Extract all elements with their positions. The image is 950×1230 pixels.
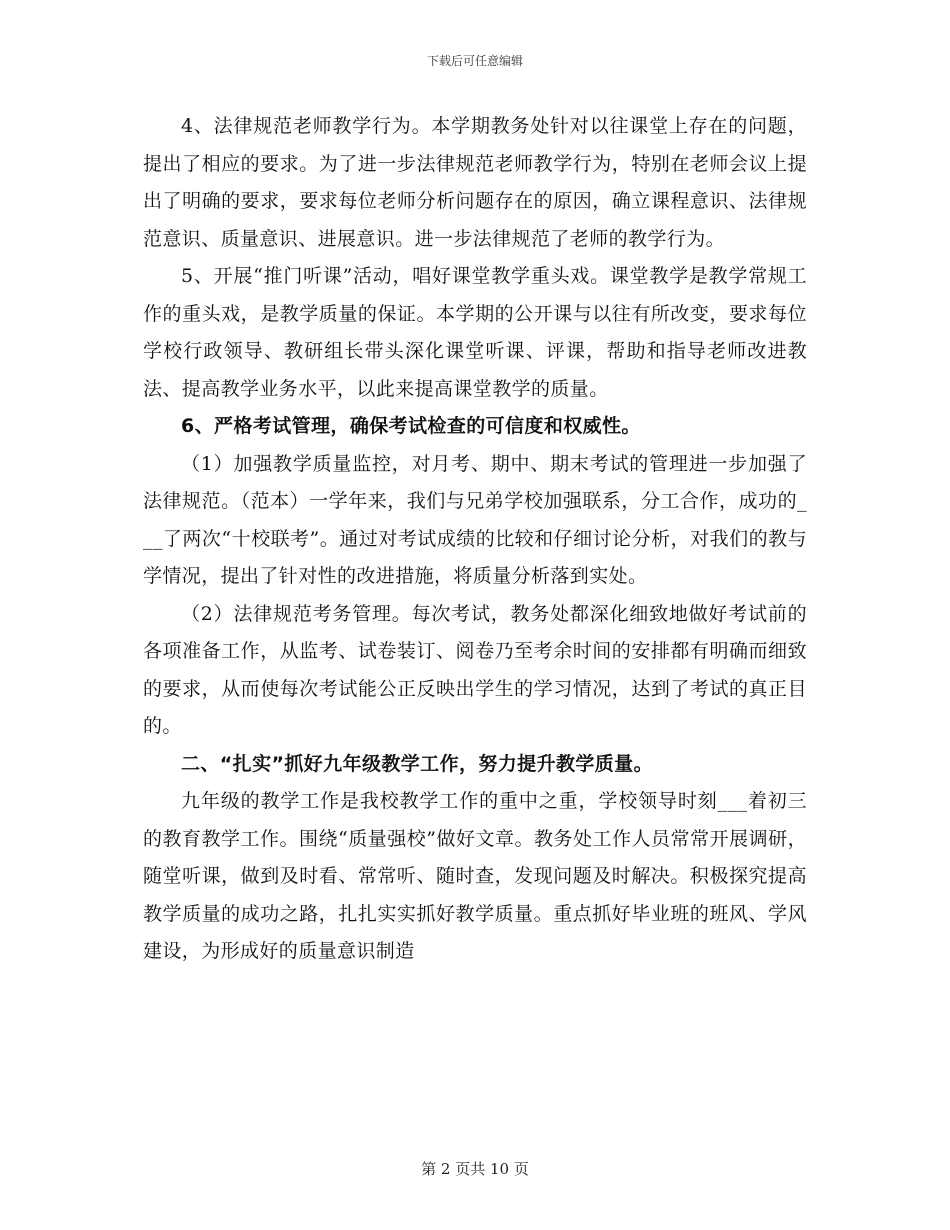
paragraph-sub-2: （2）法律规范考务管理。每次考试，教务处都深化细致地做好考试前的各项准备工作，从监考、试卷装订、阅卷乃至考余时间的安排都有明确而细致的要求，从而使每次考试能公正反映出学生的学习情况，达到了考试的真正目的。 (143, 602, 807, 737)
paragraph-grade9: 九年级的教学工作是我校教学工作的重中之重，学校领导时刻___着初三的教育教学工作。围绕“质量强校”做好文章。教务处工作人员常常开展调研，随堂听课，做到及时看、常常听、随时查，发现问题及时解决。积极探究提高教学质量的成功之路，扎扎实实抓好教学质量。重点抓好毕业班的班风、学风建设，为形成好的质量意识制造 (143, 790, 807, 962)
page-header: 下载后可任意编辑 (426, 54, 523, 68)
document-body (143, 108, 807, 971)
paragraph-item-5: 5、开展“推门听课”活动，唱好课堂教学重头戏。课堂教学是教学常规工作的重头戏，是教学质量的保证。本学期的公开课与以往有所改变，要求每位学校行政领导、教研组长带头深化课堂听课、评课，帮助和指导老师改进教法、提高教学业务水平，以此来提高课堂教学的质量。 (143, 265, 807, 400)
paragraph-item-4: 4、法律规范老师教学行为。本学期教务处针对以往课堂上存在的问题，提出了相应的要求。为了进一步法律规范老师教学行为，特别在老师会议上提出了明确的要求，要求每位老师分析问题存在的原因，确立课程意识、法律规范意识、质量意识、进展意识。进一步法律规范了老师的教学行为。 (143, 115, 807, 250)
page-number-footer: 第 2 页共 10 页 (421, 1160, 529, 1178)
paragraph-sub-1: （1）加强教学质量监控，对月考、期中、期末考试的管理进一步加强了法律规范。（范本）一学年来，我们与兄弟学校加强联系，分工合作，成功的___了两次“十校联考”。通过对考试成绩的比较和仔细讨论分析，对我们的教与学情况，提出了针对性的改进措施，将质量分析落到实处。 (143, 452, 807, 587)
section-heading-6: 6、严格考试管理，确保考试检查的可信度和权威性。 (181, 415, 641, 437)
section-heading-2: 二、“扎实”抓好九年级教学工作，努力提升教学质量。 (181, 752, 653, 775)
